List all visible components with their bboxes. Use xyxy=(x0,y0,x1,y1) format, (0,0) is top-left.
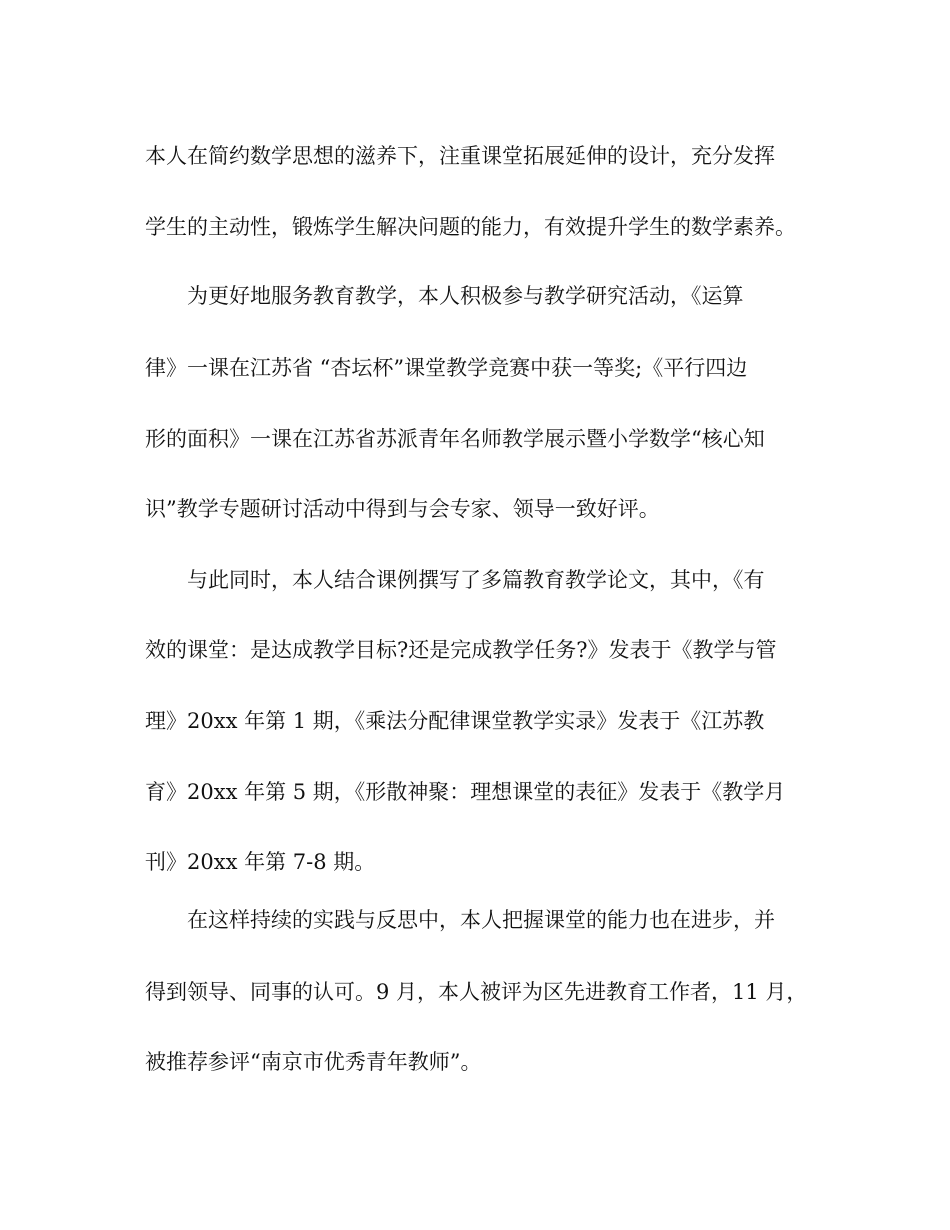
text-line: 刊》20xx 年第 7-8 期。 xyxy=(145,850,376,874)
paragraph-start-line: 为更好地服务教育教学，本人积极参与教学研究活动，《运算 xyxy=(187,284,744,308)
text-line: 本人在简约数学思想的滋养下，注重课堂拓展延伸的设计，充分发挥 xyxy=(145,144,775,168)
text-line: 育》20xx 年第 5 期，《形散神聚：理想课堂的表征》发表于《教学月 xyxy=(145,780,786,804)
paragraph-start-line: 与此同时，本人结合课例撰写了多篇教育教学论文，其中，《有 xyxy=(187,568,765,592)
paragraph-start-line: 在这样持续的实践与反思中，本人把握课堂的能力也在进步，并 xyxy=(187,908,775,932)
text-line: 被推荐参评“南京市优秀青年教师”。 xyxy=(145,1050,482,1074)
text-line: 学生的主动性，锻炼学生解决问题的能力，有效提升学生的数学素养。 xyxy=(145,215,796,239)
text-line: 得到领导、同事的认可。9 月，本人被评为区先进教育工作者，11 月， xyxy=(145,980,808,1004)
text-line: 效的课堂：是达成教学目标?还是完成教学任务?》发表于《教学与管 xyxy=(145,638,777,662)
text-line: 识”教学专题研讨活动中得到与会专家、领导一致好评。 xyxy=(145,497,660,521)
text-line: 理》20xx 年第 1 期，《乘法分配律课堂教学实录》发表于《江苏教 xyxy=(145,709,765,733)
text-line: 形的面积》一课在江苏省苏派青年名师教学展示暨小学数学“核心知 xyxy=(145,427,765,451)
text-line: 律》一课在江苏省 “杏坛杯”课堂教学竞赛中获一等奖;《平行四边 xyxy=(145,356,748,380)
